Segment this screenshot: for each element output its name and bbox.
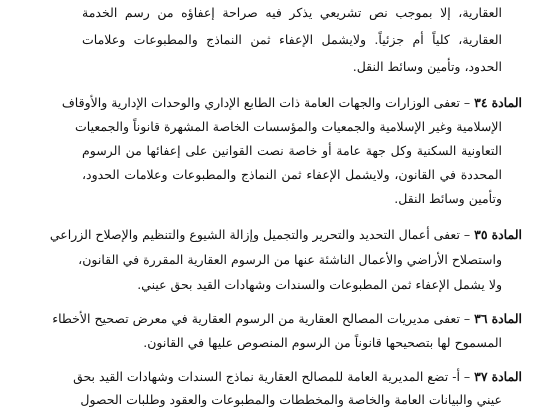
article-number: ٣٦ xyxy=(474,311,488,326)
article-number: ٣٧ xyxy=(474,369,488,384)
article-label: المادة xyxy=(491,227,522,242)
article-35-line-2: واستصلاح الأراضي والأعمال الناشئة عنها من الرسوم العقارية المقررة في القانون، xyxy=(78,252,502,267)
article-34-head xyxy=(61,95,522,110)
article-35-head xyxy=(49,227,522,242)
article-34-line-5: وتأمين وسائط النقل. xyxy=(394,191,502,206)
article-37-line-1: – أ- تضع المديرية العامة للمصالح العقارية نماذج السندات وشهادات القيد بحق xyxy=(73,369,471,384)
article-34-line-2: الإسلامية وغير الإسلامية والجمعيات والمؤسسات الخاصة المشهرة قانوناً والجمعيات xyxy=(75,119,502,134)
intro-line-1: العقارية، إلا بموجب نص تشريعي يذكر فيه صراحة إعفاؤه من رسم الخدمة xyxy=(82,5,502,20)
article-number: ٣٥ xyxy=(474,227,488,242)
article-label: المادة xyxy=(491,311,522,326)
article-label: المادة xyxy=(491,369,522,384)
article-37-head xyxy=(73,369,522,384)
article-34-line-1: – تعفى الوزارات والجهات العامة ذات الطابع الإداري والوحدات الإدارية والأوقاف xyxy=(61,95,471,110)
article-36-line-2: المسموح لها بتصحيحها قانوناً من الرسوم المنصوص عليها في القانون. xyxy=(143,335,502,350)
article-36-line-1: – تعفى مديريات المصالح العقارية من الرسوم العقارية في معرض تصحيح الأخطاء xyxy=(52,311,471,326)
article-34-line-3: التعاونية السكنية وكل جهة عامة أو خاصة نصت القوانين على إعفائها من الرسوم xyxy=(82,143,502,158)
article-37-line-2: عيني والبيانات العامة والخاصة والمخططات والمطبوعات والعقود وطلبات الحصول xyxy=(80,392,502,407)
intro-line-3: الحدود، وتأمين وسائط النقل. xyxy=(352,59,502,74)
article-35-line-3: ولا يشمل الإعفاء ثمن المطبوعات والسندات وشهادات القيد بحق عيني. xyxy=(137,277,502,292)
article-label: المادة xyxy=(491,95,522,110)
article-36-head xyxy=(52,311,522,326)
intro-line-2: العقارية، كلياً أم جزئياً. ولايشمل الإعفاء ثمن النماذج والمطبوعات وعلامات xyxy=(82,32,502,47)
article-34-line-4: المحددة في القانون، ولايشمل الإعفاء ثمن النماذج والمطبوعات وعلامات الحدود، xyxy=(82,167,502,182)
article-35-line-1: – تعفى أعمال التحديد والتحرير والتجميل وإزالة الشيوع والتنظيم والإصلاح الزراعي xyxy=(49,227,471,242)
article-number: ٣٤ xyxy=(474,95,488,110)
